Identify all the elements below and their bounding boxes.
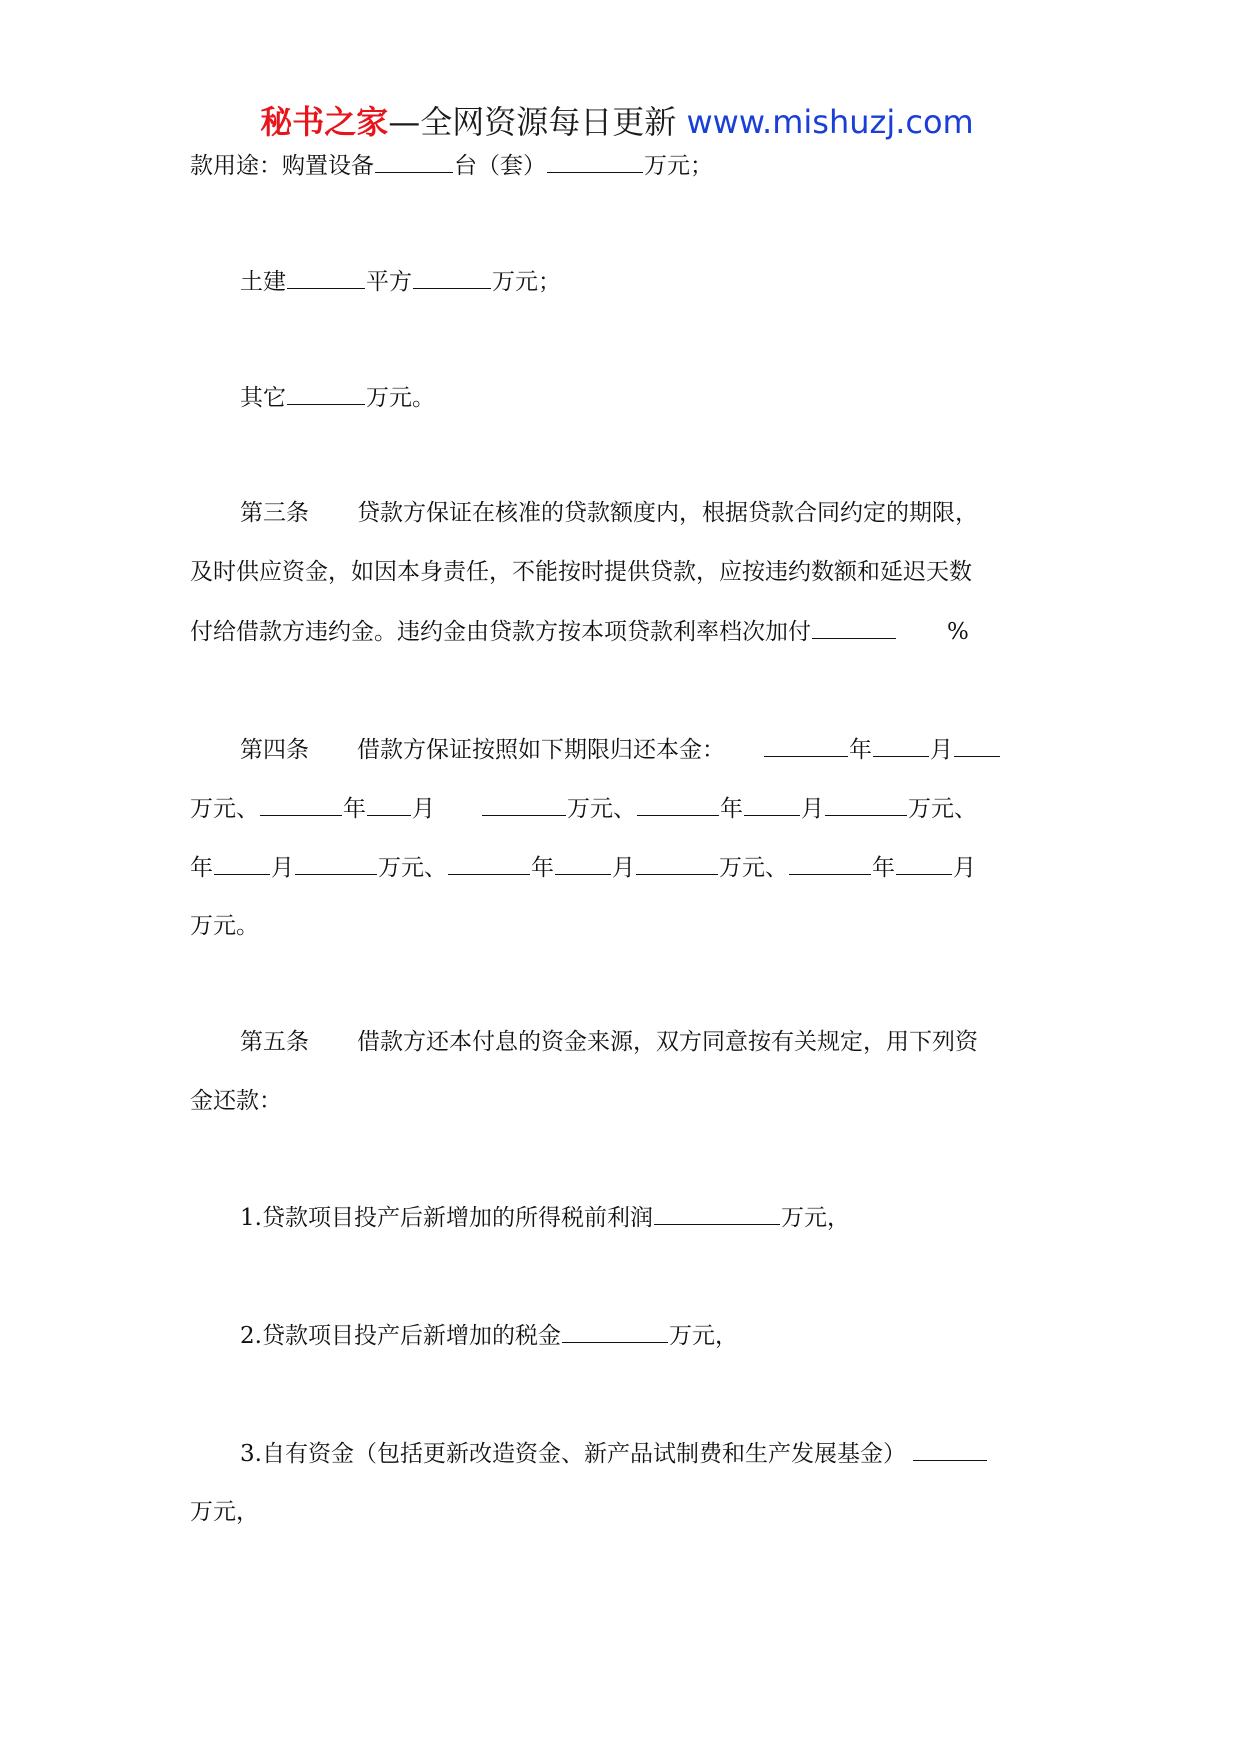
article-4-line-4	[190, 911, 259, 941]
article-4-label: 第四条	[240, 737, 309, 763]
article-3-line-2	[190, 557, 972, 587]
text-segment: 1.贷款项目投产后新增加的所得税前利润	[240, 1205, 653, 1231]
other-line	[240, 382, 435, 413]
text-segment: 及时供应资金，如因本身责任，不能按时提供贷款，应按违约数额和延迟天数	[190, 559, 972, 585]
text-segment: 款用途：购置设备	[190, 153, 374, 179]
text-segment: 年	[849, 737, 872, 763]
blank-field[interactable]	[896, 852, 952, 875]
text-segment: 金还款：	[190, 1088, 282, 1114]
blank-field[interactable]	[825, 793, 907, 816]
blank-field[interactable]	[812, 616, 896, 639]
article-3-line-3	[190, 616, 969, 647]
article-3-label: 第三条	[240, 500, 309, 526]
repayment-item-3	[240, 1438, 988, 1469]
blank-field[interactable]	[214, 852, 270, 875]
banner-brand: 秘书之家	[260, 103, 389, 141]
text-segment: 借款方还本付息的资金来源，双方同意按有关规定，用下列资	[357, 1029, 978, 1055]
text-segment: 其它	[240, 385, 286, 411]
text-segment: 月	[271, 855, 294, 881]
blank-field[interactable]	[260, 793, 342, 816]
blank-field[interactable]	[789, 852, 871, 875]
banner-slogan: 全网资源每日更新	[420, 103, 677, 141]
text-segment: 土建	[240, 269, 286, 295]
blank-field[interactable]	[547, 150, 643, 173]
blank-field[interactable]	[744, 793, 800, 816]
article-4-line-2	[190, 793, 977, 824]
site-banner	[0, 100, 1234, 144]
text-segment: 万元；	[644, 153, 713, 179]
blank-field[interactable]	[367, 793, 411, 816]
article-5-label: 第五条	[240, 1029, 309, 1055]
text-segment: 万元；	[492, 269, 561, 295]
text-segment: 万元。	[366, 385, 435, 411]
text-segment: 月	[612, 855, 635, 881]
blank-field[interactable]	[954, 734, 1000, 757]
text-segment: 年	[720, 796, 743, 822]
banner-dash: —	[388, 103, 421, 141]
purchase-equipment-line	[190, 150, 713, 181]
blank-field[interactable]	[562, 1320, 668, 1343]
article-4-line-3	[190, 852, 976, 883]
repayment-item-3-cont	[190, 1497, 259, 1527]
blank-field[interactable]	[636, 852, 718, 875]
article-5-line-2	[190, 1086, 282, 1116]
text-segment: 万元。	[190, 913, 259, 939]
text-segment: 3.自有资金（包括更新改造资金、新产品试制费和生产发展基金）	[240, 1441, 906, 1467]
blank-field[interactable]	[287, 382, 365, 405]
text-segment: 借款方保证按照如下期限归还本金：	[357, 737, 725, 763]
blank-field[interactable]	[448, 852, 530, 875]
percent-sign: %	[947, 619, 969, 645]
text-segment: 2.贷款项目投产后新增加的税金	[240, 1323, 561, 1349]
text-segment: 万元，	[190, 1499, 259, 1525]
blank-field[interactable]	[295, 852, 377, 875]
text-segment: 平方	[366, 269, 412, 295]
blank-field[interactable]	[413, 266, 491, 289]
text-segment: 台（套）	[454, 153, 546, 179]
text-segment: 月	[801, 796, 824, 822]
blank-field[interactable]	[375, 150, 453, 173]
blank-field[interactable]	[913, 1438, 987, 1461]
civil-works-line	[240, 266, 561, 297]
text-segment: 万元，	[780, 1205, 850, 1231]
blank-field[interactable]	[555, 852, 611, 875]
text-segment: 万元、	[567, 796, 636, 822]
article-3-line-1	[240, 498, 978, 528]
text-segment: 月	[412, 796, 435, 822]
text-segment: 贷款方保证在核准的贷款额度内，根据贷款合同约定的期限，	[357, 500, 978, 526]
text-segment: 万元，	[668, 1323, 738, 1349]
text-segment: 年	[872, 855, 895, 881]
blank-field[interactable]	[637, 793, 719, 816]
text-segment: 月	[930, 737, 953, 763]
blank-field[interactable]	[654, 1202, 780, 1225]
text-segment: 万元、	[908, 796, 977, 822]
repayment-item-2	[240, 1320, 738, 1351]
text-segment: 月	[953, 855, 976, 881]
blank-field[interactable]	[287, 266, 365, 289]
blank-field[interactable]	[482, 793, 566, 816]
text-segment: 付给借款方违约金。违约金由贷款方按本项贷款利率档次加付	[190, 619, 811, 645]
blank-field[interactable]	[873, 734, 929, 757]
article-5-line-1	[240, 1027, 978, 1057]
text-segment: 万元、	[378, 855, 447, 881]
text-segment: 年	[190, 855, 213, 881]
banner-url-link[interactable]: www.mishuzj.com	[686, 103, 974, 141]
text-segment: 万元、	[719, 855, 788, 881]
text-segment: 万元、	[190, 796, 259, 822]
blank-field[interactable]	[764, 734, 848, 757]
text-segment: 年	[531, 855, 554, 881]
text-segment: 年	[343, 796, 366, 822]
article-4-line-1	[240, 734, 1001, 765]
repayment-item-1	[240, 1202, 850, 1233]
